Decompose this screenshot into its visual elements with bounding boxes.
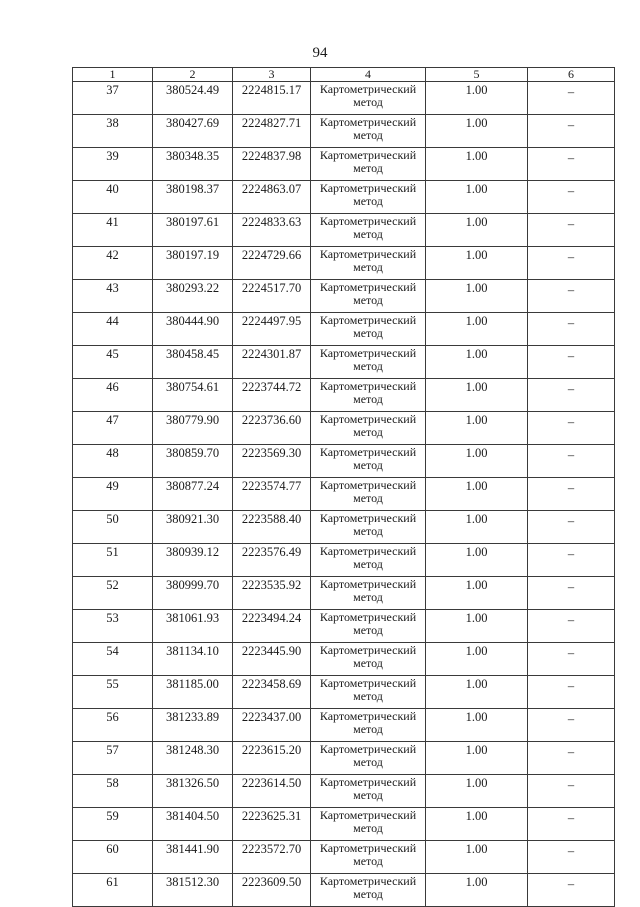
table-row <box>73 148 615 181</box>
cell-point-number: 42 <box>73 247 153 280</box>
cell-accuracy: 1.00 <box>426 346 528 379</box>
cell-x-coordinate: 380197.19 <box>153 247 233 280</box>
cell-x-coordinate: 380779.90 <box>153 412 233 445</box>
cell-note: – <box>528 775 615 808</box>
cell-y-coordinate: 2224729.66 <box>233 247 311 280</box>
cell-x-coordinate: 380458.45 <box>153 346 233 379</box>
cell-note: – <box>528 709 615 742</box>
cell-note: – <box>528 313 615 346</box>
cell-y-coordinate: 2224301.87 <box>233 346 311 379</box>
cell-point-number: 39 <box>73 148 153 181</box>
cell-x-coordinate: 381441.90 <box>153 841 233 874</box>
cell-note: – <box>528 478 615 511</box>
cell-y-coordinate: 2224837.98 <box>233 148 311 181</box>
cell-y-coordinate: 2224863.07 <box>233 181 311 214</box>
cell-method: Картометрический метод <box>311 742 426 775</box>
cell-point-number: 38 <box>73 115 153 148</box>
cell-point-number: 49 <box>73 478 153 511</box>
cell-y-coordinate: 2223574.77 <box>233 478 311 511</box>
cell-note: – <box>528 280 615 313</box>
cell-accuracy: 1.00 <box>426 676 528 709</box>
table-row <box>73 643 615 676</box>
cell-accuracy: 1.00 <box>426 643 528 676</box>
cell-y-coordinate: 2223614.50 <box>233 775 311 808</box>
table-row <box>73 478 615 511</box>
table-row <box>73 115 615 148</box>
table-row <box>73 445 615 478</box>
cell-note: – <box>528 445 615 478</box>
cell-y-coordinate: 2223445.90 <box>233 643 311 676</box>
cell-x-coordinate: 380524.49 <box>153 82 233 115</box>
cell-point-number: 44 <box>73 313 153 346</box>
cell-method: Картометрический метод <box>311 841 426 874</box>
table-row <box>73 313 615 346</box>
table-row <box>73 412 615 445</box>
cell-accuracy: 1.00 <box>426 115 528 148</box>
cell-point-number: 57 <box>73 742 153 775</box>
table-row <box>73 841 615 874</box>
cell-accuracy: 1.00 <box>426 511 528 544</box>
cell-x-coordinate: 380754.61 <box>153 379 233 412</box>
cell-accuracy: 1.00 <box>426 709 528 742</box>
table-row <box>73 544 615 577</box>
table-row <box>73 610 615 643</box>
table-row <box>73 247 615 280</box>
cell-x-coordinate: 381326.50 <box>153 775 233 808</box>
cell-accuracy: 1.00 <box>426 874 528 907</box>
table-row <box>73 511 615 544</box>
page-number: 94 <box>312 45 328 61</box>
cell-note: – <box>528 115 615 148</box>
cell-note: – <box>528 247 615 280</box>
table-header-row <box>73 68 615 82</box>
cell-x-coordinate: 380444.90 <box>153 313 233 346</box>
cell-accuracy: 1.00 <box>426 445 528 478</box>
cell-method: Картометрический метод <box>311 445 426 478</box>
cell-point-number: 59 <box>73 808 153 841</box>
cell-method: Картометрический метод <box>311 676 426 709</box>
cell-x-coordinate: 381061.93 <box>153 610 233 643</box>
cell-y-coordinate: 2223569.30 <box>233 445 311 478</box>
cell-y-coordinate: 2223744.72 <box>233 379 311 412</box>
cell-accuracy: 1.00 <box>426 280 528 313</box>
cell-x-coordinate: 381512.30 <box>153 874 233 907</box>
cell-accuracy: 1.00 <box>426 841 528 874</box>
cell-method: Картометрический метод <box>311 148 426 181</box>
cell-x-coordinate: 380999.70 <box>153 577 233 610</box>
cell-point-number: 41 <box>73 214 153 247</box>
column-header-4: 4 <box>311 68 426 82</box>
cell-point-number: 51 <box>73 544 153 577</box>
cell-method: Картометрический метод <box>311 181 426 214</box>
cell-accuracy: 1.00 <box>426 808 528 841</box>
cell-point-number: 60 <box>73 841 153 874</box>
cell-note: – <box>528 181 615 214</box>
cell-x-coordinate: 380198.37 <box>153 181 233 214</box>
cell-accuracy: 1.00 <box>426 742 528 775</box>
cell-note: – <box>528 412 615 445</box>
cell-accuracy: 1.00 <box>426 577 528 610</box>
cell-point-number: 45 <box>73 346 153 379</box>
cell-x-coordinate: 380348.35 <box>153 148 233 181</box>
cell-y-coordinate: 2223588.40 <box>233 511 311 544</box>
cell-point-number: 50 <box>73 511 153 544</box>
cell-y-coordinate: 2223615.20 <box>233 742 311 775</box>
cell-accuracy: 1.00 <box>426 544 528 577</box>
cell-method: Картометрический метод <box>311 775 426 808</box>
cell-accuracy: 1.00 <box>426 775 528 808</box>
cell-x-coordinate: 380921.30 <box>153 511 233 544</box>
cell-method: Картометрический метод <box>311 379 426 412</box>
cell-point-number: 58 <box>73 775 153 808</box>
cell-y-coordinate: 2223458.69 <box>233 676 311 709</box>
cell-method: Картометрический метод <box>311 313 426 346</box>
table-row <box>73 775 615 808</box>
column-header-3: 3 <box>233 68 311 82</box>
cell-method: Картометрический метод <box>311 874 426 907</box>
cell-note: – <box>528 511 615 544</box>
cell-accuracy: 1.00 <box>426 313 528 346</box>
cell-note: – <box>528 379 615 412</box>
cell-x-coordinate: 380859.70 <box>153 445 233 478</box>
cell-point-number: 56 <box>73 709 153 742</box>
cell-y-coordinate: 2223609.50 <box>233 874 311 907</box>
cell-x-coordinate: 381185.00 <box>153 676 233 709</box>
cell-x-coordinate: 380877.24 <box>153 478 233 511</box>
cell-y-coordinate: 2224497.95 <box>233 313 311 346</box>
cell-x-coordinate: 380427.69 <box>153 115 233 148</box>
cell-note: – <box>528 544 615 577</box>
cell-note: – <box>528 214 615 247</box>
column-header-2: 2 <box>153 68 233 82</box>
cell-note: – <box>528 874 615 907</box>
cell-y-coordinate: 2224833.63 <box>233 214 311 247</box>
cell-method: Картометрический метод <box>311 346 426 379</box>
cell-method: Картометрический метод <box>311 544 426 577</box>
cell-point-number: 55 <box>73 676 153 709</box>
table-row <box>73 181 615 214</box>
cell-point-number: 53 <box>73 610 153 643</box>
cell-point-number: 54 <box>73 643 153 676</box>
cell-point-number: 46 <box>73 379 153 412</box>
cell-note: – <box>528 346 615 379</box>
cell-x-coordinate: 381134.10 <box>153 643 233 676</box>
cell-y-coordinate: 2223437.00 <box>233 709 311 742</box>
table-row <box>73 676 615 709</box>
cell-accuracy: 1.00 <box>426 148 528 181</box>
cell-note: – <box>528 577 615 610</box>
cell-method: Картометрический метод <box>311 280 426 313</box>
cell-accuracy: 1.00 <box>426 379 528 412</box>
cell-accuracy: 1.00 <box>426 214 528 247</box>
cell-y-coordinate: 2224827.71 <box>233 115 311 148</box>
cell-x-coordinate: 380939.12 <box>153 544 233 577</box>
cell-y-coordinate: 2223494.24 <box>233 610 311 643</box>
cell-x-coordinate: 380293.22 <box>153 280 233 313</box>
cell-method: Картометрический метод <box>311 577 426 610</box>
cell-method: Картометрический метод <box>311 412 426 445</box>
table-row <box>73 709 615 742</box>
cell-method: Картометрический метод <box>311 214 426 247</box>
table-row <box>73 280 615 313</box>
coordinates-table <box>72 67 615 907</box>
cell-x-coordinate: 381404.50 <box>153 808 233 841</box>
cell-accuracy: 1.00 <box>426 247 528 280</box>
cell-point-number: 37 <box>73 82 153 115</box>
cell-point-number: 47 <box>73 412 153 445</box>
cell-method: Картометрический метод <box>311 247 426 280</box>
cell-note: – <box>528 841 615 874</box>
table-row <box>73 214 615 247</box>
cell-note: – <box>528 610 615 643</box>
table-row <box>73 808 615 841</box>
cell-note: – <box>528 676 615 709</box>
cell-note: – <box>528 82 615 115</box>
cell-point-number: 43 <box>73 280 153 313</box>
table-row <box>73 577 615 610</box>
cell-point-number: 52 <box>73 577 153 610</box>
cell-x-coordinate: 381248.30 <box>153 742 233 775</box>
cell-x-coordinate: 381233.89 <box>153 709 233 742</box>
cell-accuracy: 1.00 <box>426 610 528 643</box>
table-row <box>73 742 615 775</box>
cell-y-coordinate: 2223576.49 <box>233 544 311 577</box>
table-row <box>73 379 615 412</box>
table-body <box>73 82 615 907</box>
cell-method: Картометрический метод <box>311 478 426 511</box>
cell-accuracy: 1.00 <box>426 412 528 445</box>
cell-method: Картометрический метод <box>311 643 426 676</box>
table-row <box>73 346 615 379</box>
column-header-1: 1 <box>73 68 153 82</box>
cell-y-coordinate: 2223625.31 <box>233 808 311 841</box>
cell-note: – <box>528 742 615 775</box>
cell-accuracy: 1.00 <box>426 478 528 511</box>
cell-y-coordinate: 2223535.92 <box>233 577 311 610</box>
cell-note: – <box>528 148 615 181</box>
cell-x-coordinate: 380197.61 <box>153 214 233 247</box>
cell-method: Картометрический метод <box>311 115 426 148</box>
cell-method: Картометрический метод <box>311 610 426 643</box>
cell-note: – <box>528 808 615 841</box>
cell-method: Картометрический метод <box>311 709 426 742</box>
column-header-6: 6 <box>528 68 615 82</box>
cell-y-coordinate: 2224517.70 <box>233 280 311 313</box>
cell-accuracy: 1.00 <box>426 181 528 214</box>
cell-method: Картометрический метод <box>311 511 426 544</box>
column-header-5: 5 <box>426 68 528 82</box>
cell-accuracy: 1.00 <box>426 82 528 115</box>
cell-note: – <box>528 643 615 676</box>
cell-method: Картометрический метод <box>311 808 426 841</box>
cell-method: Картометрический метод <box>311 82 426 115</box>
cell-y-coordinate: 2223736.60 <box>233 412 311 445</box>
cell-point-number: 48 <box>73 445 153 478</box>
table-row <box>73 874 615 907</box>
cell-y-coordinate: 2223572.70 <box>233 841 311 874</box>
cell-point-number: 61 <box>73 874 153 907</box>
cell-point-number: 40 <box>73 181 153 214</box>
cell-y-coordinate: 2224815.17 <box>233 82 311 115</box>
table-row <box>73 82 615 115</box>
